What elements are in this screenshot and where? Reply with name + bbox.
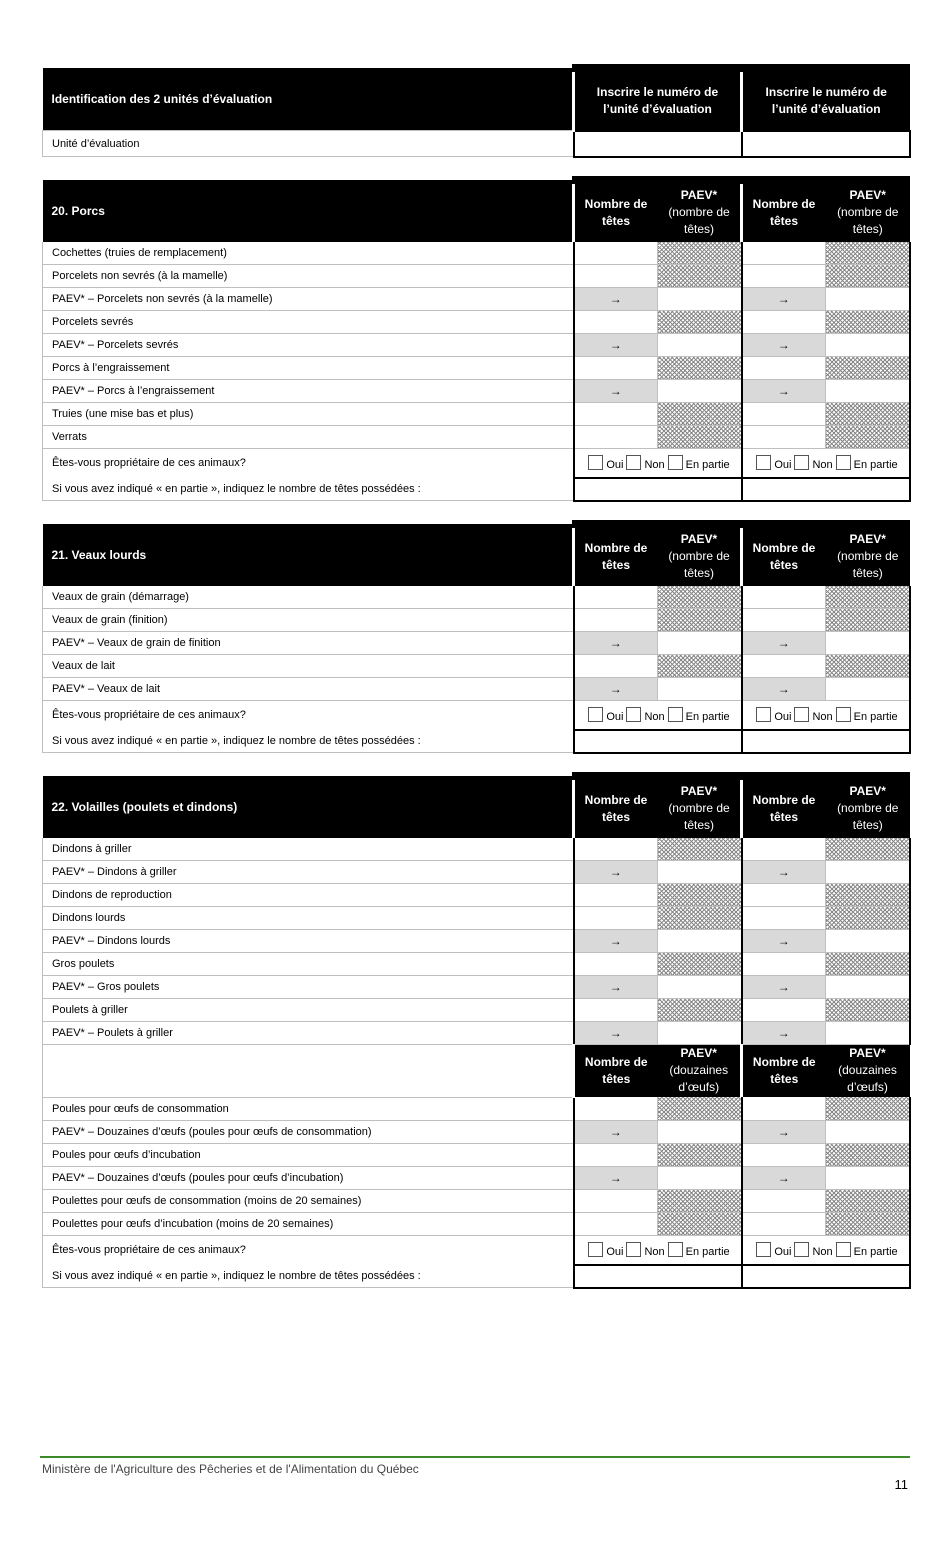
paev-input[interactable]	[826, 929, 910, 952]
hatched-cell	[658, 264, 742, 287]
footer-divider	[40, 1456, 910, 1458]
table-row	[43, 1120, 910, 1143]
checkbox-label-oui: Oui	[774, 1245, 792, 1258]
row-label: Gros poulets	[43, 952, 574, 975]
checkbox-en-partie[interactable]	[836, 1242, 851, 1257]
footer-ministry: Ministère de l'Agriculture des Pêcheries et de l'Alimentation du Québec	[42, 1462, 419, 1476]
row-label: PAEV* – Poulets à griller	[43, 1021, 574, 1044]
arrow-cell: →	[574, 860, 658, 883]
table-row	[43, 975, 910, 998]
row-label: PAEV* – Veaux de lait	[43, 677, 574, 700]
owner-options	[574, 1235, 742, 1265]
paev-label: PAEV*	[680, 1046, 717, 1061]
row-label: Verrats	[43, 425, 574, 448]
hatched-cell	[658, 425, 742, 448]
col-header-paev-oeufs	[826, 1044, 910, 1097]
row-label: PAEV* – Dindons à griller	[43, 860, 574, 883]
checkbox-label-non: Non	[812, 1245, 833, 1258]
table-row	[43, 1212, 910, 1235]
col-header-paev	[826, 180, 910, 242]
checkbox-label-oui: Oui	[606, 458, 624, 471]
owner-question: Êtes-vous propriétaire de ces animaux?	[43, 448, 574, 478]
checkbox-label-oui: Oui	[606, 710, 624, 723]
count-input[interactable]	[574, 883, 658, 906]
hatched-cell	[826, 608, 910, 631]
count-input[interactable]	[742, 608, 826, 631]
count-input[interactable]	[742, 356, 826, 379]
col-header-paev	[826, 524, 910, 586]
row-label: PAEV* – Porcelets non sevrés (à la mamelle)	[43, 287, 574, 310]
partial-question: Si vous avez indiqué « en partie », indiquez le nombre de têtes possédées :	[43, 1265, 574, 1288]
owner-options	[574, 700, 742, 730]
row-label: PAEV* – Porcs à l’engraissement	[43, 379, 574, 402]
paev-unit: (douzaines d’œufs)	[838, 1063, 897, 1095]
paev-label: PAEV*	[680, 188, 718, 202]
paev-input[interactable]	[826, 677, 910, 700]
paev-input[interactable]	[658, 631, 742, 654]
table-row	[43, 838, 910, 861]
partial-question: Si vous avez indiqué « en partie », indiquez le nombre de têtes possédées :	[43, 730, 574, 753]
table-row	[43, 883, 910, 906]
checkbox-oui[interactable]	[756, 707, 771, 722]
hatched-cell	[826, 1143, 910, 1166]
arrow-cell: →	[742, 929, 826, 952]
col-header-nombre-tetes: Nombre de têtes	[574, 776, 658, 838]
hatched-cell	[826, 402, 910, 425]
count-input[interactable]	[742, 264, 826, 287]
hatched-cell	[826, 586, 910, 609]
col-header-nombre-tetes: Nombre de têtes	[742, 776, 826, 838]
table-row	[43, 402, 910, 425]
col-header-nombre-tetes: Nombre de têtes	[742, 1044, 826, 1097]
partial-heads-input[interactable]	[574, 478, 742, 501]
arrow-cell: →	[574, 1021, 658, 1044]
checkbox-label-non: Non	[812, 458, 833, 471]
row-label: Poulets à griller	[43, 998, 574, 1021]
paev-label: PAEV*	[849, 1046, 886, 1061]
paev-label: PAEV*	[680, 532, 718, 546]
partial-heads-input[interactable]	[742, 478, 910, 501]
hatched-cell	[658, 1143, 742, 1166]
paev-unit: (douzaines d’œufs)	[669, 1063, 729, 1095]
row-label: PAEV* – Veaux de grain de finition	[43, 631, 574, 654]
hatched-cell	[826, 1189, 910, 1212]
paev-input[interactable]	[826, 1120, 910, 1143]
arrow-cell: →	[574, 379, 658, 402]
count-input[interactable]	[742, 586, 826, 609]
checkbox-label-en-partie: En partie	[853, 710, 898, 723]
owner-options	[742, 1235, 910, 1265]
hatched-cell	[826, 356, 910, 379]
checkbox-label-en-partie: En partie	[685, 710, 730, 723]
paev-unit: (nombre de têtes)	[837, 205, 899, 236]
table-row	[43, 1097, 910, 1120]
unit-number-input-1[interactable]	[574, 131, 742, 157]
paev-input[interactable]	[826, 975, 910, 998]
count-input[interactable]	[742, 425, 826, 448]
form-page	[42, 64, 909, 1289]
col-header-paev-oeufs	[658, 1044, 742, 1097]
arrow-cell: →	[574, 1166, 658, 1189]
volailles-table	[42, 772, 911, 1289]
arrow-cell: →	[742, 1120, 826, 1143]
paev-label: PAEV*	[849, 784, 886, 798]
checkbox-label-oui: Oui	[774, 458, 792, 471]
table-row	[43, 998, 910, 1021]
row-label: Veaux de grain (finition)	[43, 608, 574, 631]
count-input[interactable]	[574, 952, 658, 975]
col-header-paev	[658, 776, 742, 838]
paev-input[interactable]	[658, 1120, 742, 1143]
paev-input[interactable]	[658, 287, 742, 310]
count-input[interactable]	[742, 654, 826, 677]
count-input[interactable]	[742, 310, 826, 333]
count-input[interactable]	[574, 608, 658, 631]
checkbox-en-partie[interactable]	[836, 455, 851, 470]
table-row	[43, 860, 910, 883]
paev-input[interactable]	[658, 1021, 742, 1044]
paev-input[interactable]	[658, 860, 742, 883]
table-row	[43, 264, 910, 287]
checkbox-oui[interactable]	[588, 455, 603, 470]
checkbox-non[interactable]	[794, 455, 809, 470]
hatched-cell	[658, 906, 742, 929]
checkbox-en-partie[interactable]	[668, 707, 683, 722]
hatched-cell	[658, 356, 742, 379]
checkbox-en-partie[interactable]	[668, 1242, 683, 1257]
ident-table	[42, 64, 911, 158]
paev-unit: (nombre de têtes)	[668, 549, 730, 580]
count-input[interactable]	[742, 402, 826, 425]
table-row	[43, 631, 910, 654]
paev-input[interactable]	[826, 631, 910, 654]
hatched-cell	[826, 952, 910, 975]
count-input[interactable]	[574, 402, 658, 425]
paev-label: PAEV*	[680, 784, 718, 798]
count-input[interactable]	[574, 1189, 658, 1212]
count-input[interactable]	[742, 1097, 826, 1120]
col-header-paev	[826, 776, 910, 838]
count-input[interactable]	[574, 1212, 658, 1235]
arrow-cell: →	[574, 975, 658, 998]
checkbox-label-non: Non	[644, 458, 665, 471]
hatched-cell	[826, 883, 910, 906]
col-header-nombre-tetes: Nombre de têtes	[742, 524, 826, 586]
paev-input[interactable]	[658, 379, 742, 402]
table-row	[43, 1143, 910, 1166]
table-row	[43, 677, 910, 700]
table-row	[43, 1021, 910, 1044]
checkbox-label-oui: Oui	[774, 710, 792, 723]
checkbox-en-partie[interactable]	[668, 455, 683, 470]
row-label: Poules pour œufs d’incubation	[43, 1143, 574, 1166]
table-row	[43, 356, 910, 379]
owner-options	[742, 700, 910, 730]
arrow-cell: →	[574, 333, 658, 356]
table-row	[43, 654, 910, 677]
table-row	[43, 952, 910, 975]
checkbox-label-en-partie: En partie	[685, 458, 730, 471]
table-row	[43, 608, 910, 631]
paev-unit: (nombre de têtes)	[668, 801, 730, 832]
row-label: Dindons à griller	[43, 838, 574, 861]
section-title: 20. Porcs	[43, 180, 574, 242]
checkbox-non[interactable]	[626, 1242, 641, 1257]
owner-options	[574, 448, 742, 478]
arrow-cell: →	[574, 631, 658, 654]
subheader-blank	[43, 1044, 574, 1097]
col-header-paev	[658, 180, 742, 242]
row-label: Cochettes (truies de remplacement)	[43, 242, 574, 265]
hatched-cell	[658, 1189, 742, 1212]
hatched-cell	[826, 906, 910, 929]
arrow-cell: →	[574, 287, 658, 310]
count-input[interactable]	[574, 586, 658, 609]
checkbox-non[interactable]	[794, 707, 809, 722]
checkbox-oui[interactable]	[588, 707, 603, 722]
paev-unit: (nombre de têtes)	[668, 205, 730, 236]
paev-label: PAEV*	[849, 532, 886, 546]
count-input[interactable]	[574, 1143, 658, 1166]
arrow-cell: →	[742, 1166, 826, 1189]
table-row	[43, 242, 910, 265]
row-label: Dindons lourds	[43, 906, 574, 929]
checkbox-label-oui: Oui	[606, 1245, 624, 1258]
checkbox-non[interactable]	[626, 455, 641, 470]
row-label: Porcs à l’engraissement	[43, 356, 574, 379]
row-label: PAEV* – Douzaines d’œufs (poules pour œufs d’incubation)	[43, 1166, 574, 1189]
paev-input[interactable]	[826, 379, 910, 402]
arrow-cell: →	[742, 333, 826, 356]
row-label: Porcelets sevrés	[43, 310, 574, 333]
count-input[interactable]	[742, 906, 826, 929]
checkbox-non[interactable]	[794, 1242, 809, 1257]
partial-heads-input[interactable]	[574, 730, 742, 753]
checkbox-label-non: Non	[644, 710, 665, 723]
hatched-cell	[658, 1212, 742, 1235]
count-input[interactable]	[574, 242, 658, 265]
ident-col-header-1: Inscrire le numéro de l’unité d’évaluation	[574, 68, 742, 131]
checkbox-label-en-partie: En partie	[853, 1245, 898, 1258]
checkbox-label-en-partie: En partie	[853, 458, 898, 471]
hatched-cell	[826, 425, 910, 448]
row-label: Poules pour œufs de consommation	[43, 1097, 574, 1120]
paev-input[interactable]	[826, 860, 910, 883]
arrow-cell: →	[574, 929, 658, 952]
row-label: Porcelets non sevrés (à la mamelle)	[43, 264, 574, 287]
row-label: Veaux de grain (démarrage)	[43, 586, 574, 609]
page-number: 11	[894, 1477, 908, 1492]
arrow-cell: →	[742, 631, 826, 654]
count-input[interactable]	[574, 1097, 658, 1120]
hatched-cell	[658, 883, 742, 906]
checkbox-label-en-partie: En partie	[685, 1245, 730, 1258]
hatched-cell	[826, 264, 910, 287]
section-title: 21. Veaux lourds	[43, 524, 574, 586]
col-header-nombre-tetes: Nombre de têtes	[574, 524, 658, 586]
table-row	[43, 586, 910, 609]
arrow-cell: →	[742, 860, 826, 883]
arrow-cell: →	[742, 677, 826, 700]
table-row	[43, 333, 910, 356]
hatched-cell	[658, 608, 742, 631]
count-input[interactable]	[742, 1189, 826, 1212]
paev-input[interactable]	[658, 1166, 742, 1189]
row-label: PAEV* – Porcelets sevrés	[43, 333, 574, 356]
count-input[interactable]	[742, 242, 826, 265]
hatched-cell	[658, 586, 742, 609]
col-header-paev	[658, 524, 742, 586]
col-header-nombre-tetes: Nombre de têtes	[742, 180, 826, 242]
table-row	[43, 1166, 910, 1189]
paev-input[interactable]	[826, 1021, 910, 1044]
ident-title: Identification des 2 unités d’évaluation	[43, 68, 574, 131]
hatched-cell	[826, 242, 910, 265]
paev-input[interactable]	[658, 929, 742, 952]
count-input[interactable]	[742, 838, 826, 861]
count-input[interactable]	[574, 264, 658, 287]
row-label: Dindons de reproduction	[43, 883, 574, 906]
count-input[interactable]	[574, 838, 658, 861]
hatched-cell	[658, 998, 742, 1021]
row-label: PAEV* – Gros poulets	[43, 975, 574, 998]
porcs-table	[42, 176, 911, 502]
paev-input[interactable]	[658, 975, 742, 998]
checkbox-oui[interactable]	[588, 1242, 603, 1257]
col-header-nombre-tetes: Nombre de têtes	[574, 180, 658, 242]
paev-input[interactable]	[826, 1166, 910, 1189]
hatched-cell	[658, 654, 742, 677]
count-input[interactable]	[574, 425, 658, 448]
col-header-nombre-tetes: Nombre de têtes	[574, 1044, 658, 1097]
arrow-cell: →	[742, 379, 826, 402]
veaux-table	[42, 520, 911, 754]
arrow-cell: →	[742, 287, 826, 310]
table-row	[43, 287, 910, 310]
partial-heads-input[interactable]	[742, 730, 910, 753]
row-label: Poulettes pour œufs de consommation (moins de 20 semaines)	[43, 1189, 574, 1212]
checkbox-en-partie[interactable]	[836, 707, 851, 722]
count-input[interactable]	[742, 883, 826, 906]
arrow-cell: →	[742, 1021, 826, 1044]
paev-input[interactable]	[826, 333, 910, 356]
checkbox-label-non: Non	[812, 710, 833, 723]
hatched-cell	[658, 952, 742, 975]
paev-input[interactable]	[826, 287, 910, 310]
count-input[interactable]	[574, 356, 658, 379]
paev-label: PAEV*	[849, 188, 886, 202]
partial-heads-input[interactable]	[742, 1265, 910, 1288]
hatched-cell	[826, 998, 910, 1021]
arrow-cell: →	[574, 677, 658, 700]
table-row	[43, 1189, 910, 1212]
count-input[interactable]	[742, 952, 826, 975]
table-row	[43, 379, 910, 402]
paev-unit: (nombre de têtes)	[837, 801, 899, 832]
count-input[interactable]	[742, 1143, 826, 1166]
hatched-cell	[826, 1097, 910, 1120]
count-input[interactable]	[742, 998, 826, 1021]
row-label: Veaux de lait	[43, 654, 574, 677]
table-row	[43, 425, 910, 448]
hatched-cell	[658, 242, 742, 265]
arrow-cell: →	[742, 975, 826, 998]
table-row	[43, 310, 910, 333]
table-row	[43, 906, 910, 929]
row-label: Poulettes pour œufs d’incubation (moins de 20 semaines)	[43, 1212, 574, 1235]
row-label: PAEV* – Dindons lourds	[43, 929, 574, 952]
hatched-cell	[658, 838, 742, 861]
checkbox-non[interactable]	[626, 707, 641, 722]
table-row	[43, 929, 910, 952]
row-label: Truies (une mise bas et plus)	[43, 402, 574, 425]
count-input[interactable]	[574, 654, 658, 677]
checkbox-label-non: Non	[644, 1245, 665, 1258]
section-title: 22. Volailles (poulets et dindons)	[43, 776, 574, 838]
paev-input[interactable]	[658, 677, 742, 700]
hatched-cell	[658, 1097, 742, 1120]
owner-options	[742, 448, 910, 478]
hatched-cell	[826, 1212, 910, 1235]
checkbox-oui[interactable]	[756, 1242, 771, 1257]
arrow-cell: →	[574, 1120, 658, 1143]
owner-question: Êtes-vous propriétaire de ces animaux?	[43, 700, 574, 730]
partial-question: Si vous avez indiqué « en partie », indiquez le nombre de têtes possédées :	[43, 478, 574, 501]
hatched-cell	[826, 654, 910, 677]
count-input[interactable]	[574, 998, 658, 1021]
paev-unit: (nombre de têtes)	[837, 549, 899, 580]
hatched-cell	[658, 402, 742, 425]
count-input[interactable]	[742, 1212, 826, 1235]
ident-row-label: Unité d’évaluation	[43, 131, 574, 157]
hatched-cell	[826, 838, 910, 861]
checkbox-oui[interactable]	[756, 455, 771, 470]
paev-input[interactable]	[658, 333, 742, 356]
hatched-cell	[826, 310, 910, 333]
hatched-cell	[658, 310, 742, 333]
owner-question: Êtes-vous propriétaire de ces animaux?	[43, 1235, 574, 1265]
row-label: PAEV* – Douzaines d’œufs (poules pour œufs de consommation)	[43, 1120, 574, 1143]
unit-number-input-2[interactable]	[742, 131, 910, 157]
count-input[interactable]	[574, 310, 658, 333]
partial-heads-input[interactable]	[574, 1265, 742, 1288]
ident-col-header-2: Inscrire le numéro de l’unité d’évaluation	[742, 68, 910, 131]
count-input[interactable]	[574, 906, 658, 929]
